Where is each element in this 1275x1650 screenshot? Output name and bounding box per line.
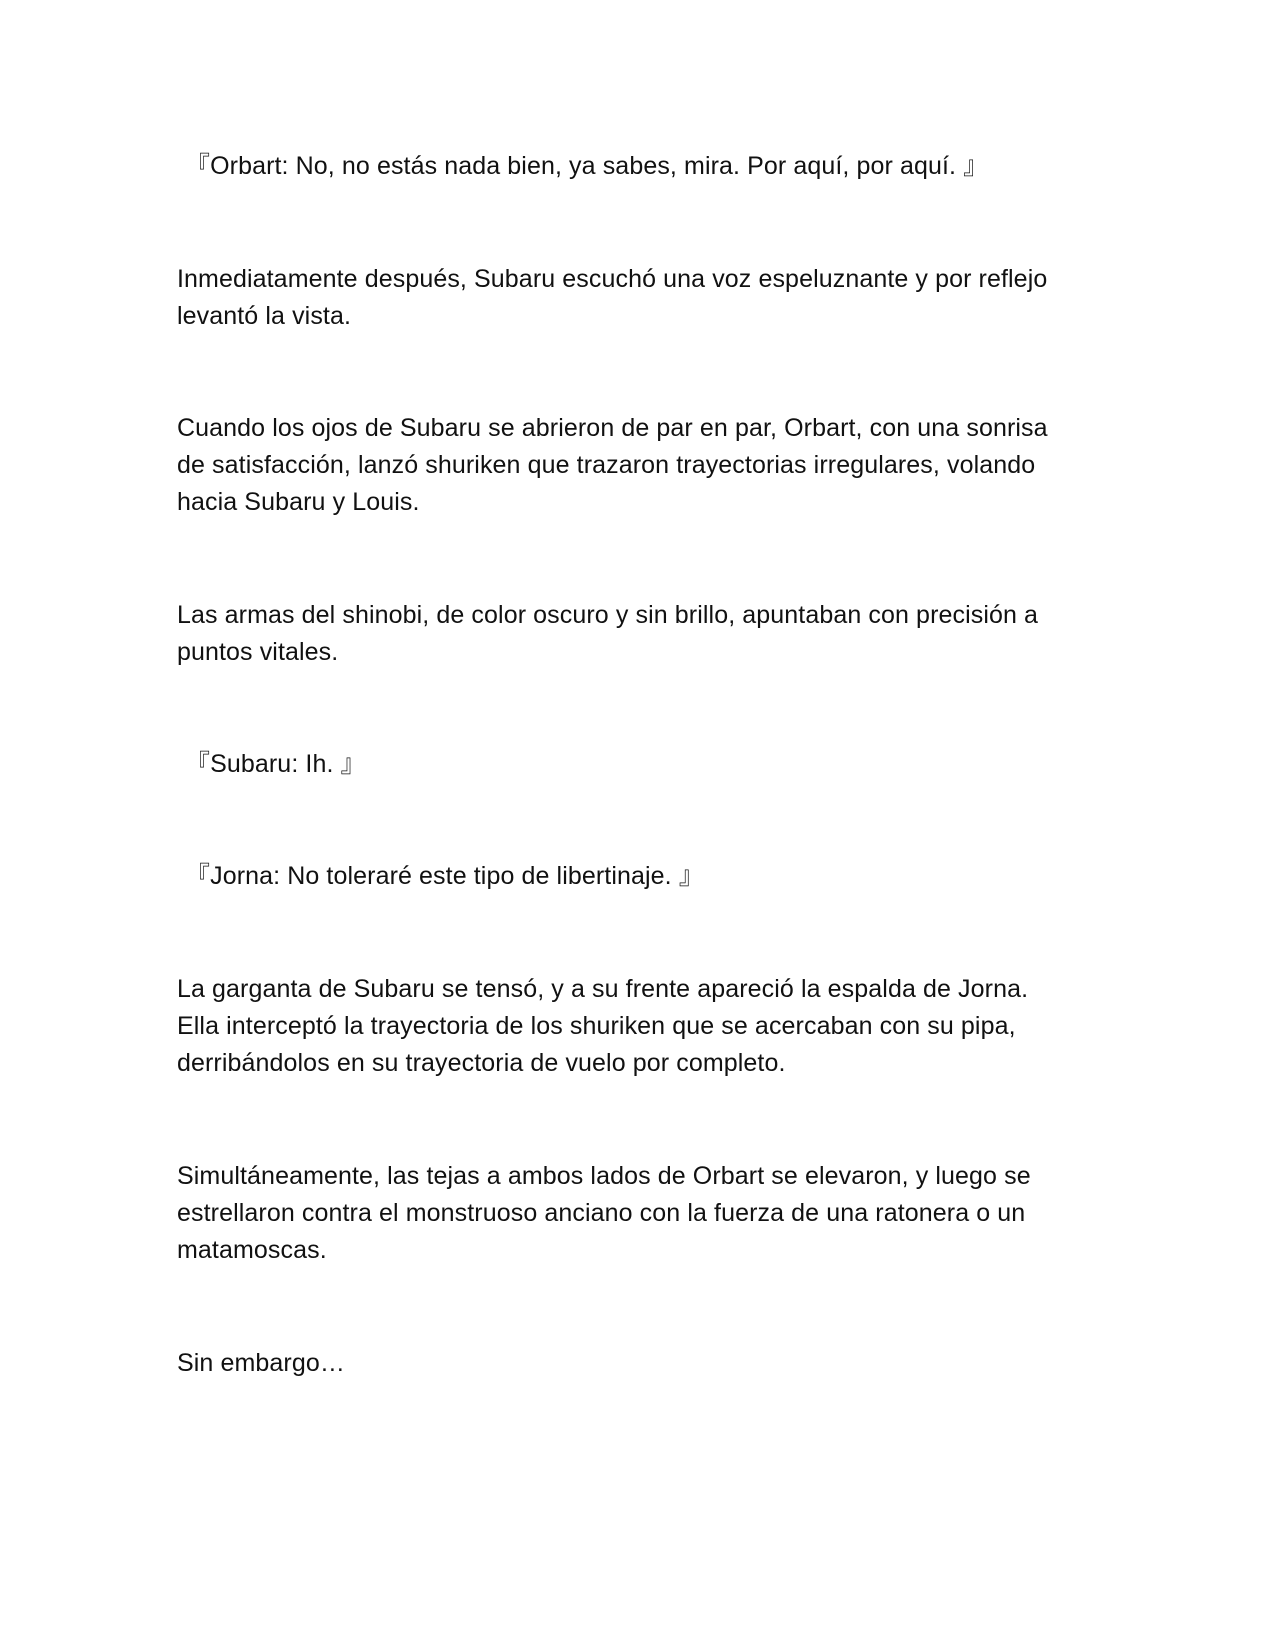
text-line: puntos vitales. xyxy=(177,638,339,666)
text-line: 『Subaru: Ih. 』 xyxy=(185,750,366,778)
dialogue-subaru xyxy=(185,746,1125,783)
text-line: Simultáneamente, las tejas a ambos lados de Orbart se elevaron, y luego se xyxy=(177,1162,1031,1190)
text-line: Las armas del shinobi, de color oscuro y sin brillo, apuntaban con precisión a xyxy=(177,601,1039,629)
paragraph-weapons xyxy=(177,597,1117,671)
text-line: Ella interceptó la trayectoria de los shuriken que se acercaban con su pipa, xyxy=(177,1012,1016,1040)
paragraph-shuriken xyxy=(177,410,1117,521)
text-line: estrellaron contra el monstruoso anciano con la fuerza de una ratonera o un xyxy=(177,1199,1026,1227)
text-line: Inmediatamente después, Subaru escuchó una voz espeluznante y por reflejo xyxy=(177,265,1048,293)
text-line: Cuando los ojos de Subaru se abrieron de par en par, Orbart, con una sonrisa xyxy=(177,414,1048,442)
text-line: de satisfacción, lanzó shuriken que trazaron trayectorias irregulares, volando xyxy=(177,451,1036,479)
paragraph-voice xyxy=(177,261,1117,335)
text-line: Sin embargo… xyxy=(177,1349,345,1377)
text-line: hacia Subaru y Louis. xyxy=(177,488,420,516)
paragraph-jorna-intercept xyxy=(177,971,1117,1082)
text-line: La garganta de Subaru se tensó, y a su frente apareció la espalda de Jorna. xyxy=(177,975,1029,1003)
text-line: levantó la vista. xyxy=(177,302,352,330)
dialogue-orbart xyxy=(185,148,1125,185)
text-line: matamoscas. xyxy=(177,1236,327,1264)
text-line: 『Orbart: No, no estás nada bien, ya sabes, mira. Por aquí, por aquí. 』 xyxy=(185,152,989,180)
text-line: derribándolos en su trayectoria de vuelo por completo. xyxy=(177,1049,786,1077)
paragraph-tiles xyxy=(177,1158,1117,1269)
text-line: 『Jorna: No toleraré este tipo de libertinaje. 』 xyxy=(185,862,704,890)
paragraph-however xyxy=(177,1345,1117,1382)
dialogue-jorna xyxy=(185,858,1125,895)
